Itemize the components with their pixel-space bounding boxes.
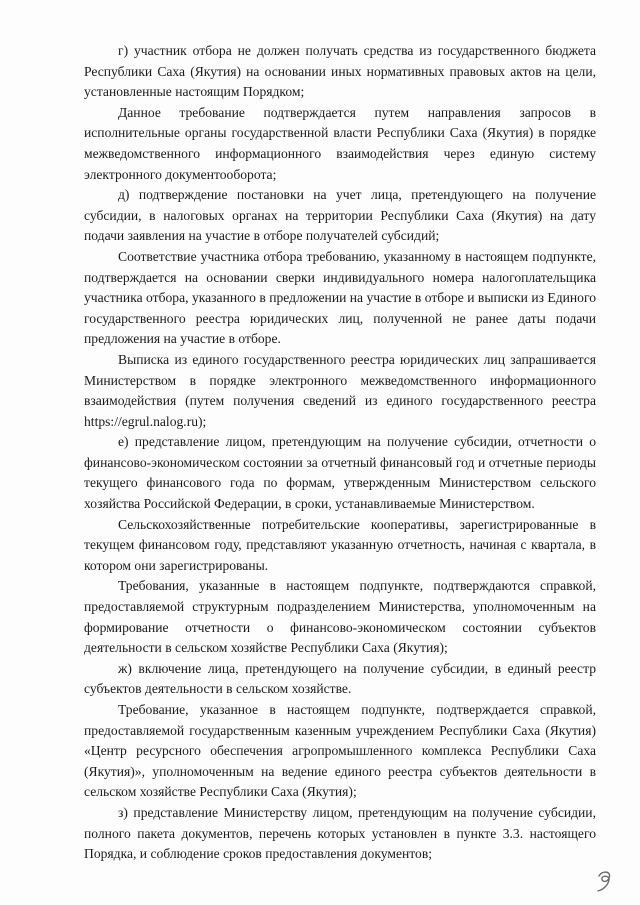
paragraph-g-confirmation: Данное требование подтверждается путем направления запросов в исполнительные органы государственной власти Республики Саха (Якутия) в порядке межведомственного информационного взаимодействия через единую систему электронного документооборота; [84, 104, 596, 182]
paragraph-e-confirmation: Требования, указанные в настоящем подпункте, подтверждаются справкой, предоставляемой структурным подразделением Министерства, уполномоченным на формирование отчетности о финансово-экономическом состоянии субъектов деятельности в сельском хозяйстве Республики Саха (Якутия); [84, 578, 596, 656]
paragraph-z: з) представление Министерству лицом, претендующим на получение субсидии, полного пакета документов, перечень которых установлен в пункте 3.3. настоящего Порядка, и соблюдение сроков предоставления документов; [84, 804, 596, 862]
paragraph-zh: ж) включение лица, претендующего на получение субсидии, в единый реестр субъектов деятельности в сельском хозяйстве. [84, 660, 596, 697]
paragraph-g: г) участник отбора не должен получать средства из государственного бюджета Республики Саха (Якутия) на основании иных нормативных правовых актов на цели, установленные настоящим Порядком; [84, 43, 596, 100]
paragraph-d: д) подтверждение постановки на учет лица, претендующего на получение субсидии, в налоговых органах на территории Республики Саха (Якутия) на дату подачи заявления на участие в отборе получателей субсидий; [84, 187, 596, 244]
handwritten-page-number [590, 866, 620, 896]
paragraph-d-confirmation: Соответствие участника отбора требованию, указанному в настоящем подпункте, подтверждается на основании сверки индивидуального номера налогоплательщика участника отбора, указанного в предложении на участие в отборе и выписки из Единого государственного реестра юридических лиц, полученной не ранее даты подачи предложения на участие в отборе. [84, 248, 596, 347]
document-body [84, 41, 596, 865]
paragraph-zh-confirmation: Требование, указанное в настоящем подпункте, подтверждается справкой, предоставляемой государственным казенным учреждением Республики Саха (Якутия) «Центр ресурсного обеспечения агропромышленного комплекса Республики Саха (Якутия)», уполномоченным на ведение единого реестра субъектов деятельности в сельском хозяйстве Республики Саха (Якутия); [84, 702, 596, 800]
paragraph-cooperatives: Сельскохозяйственные потребительские кооперативы, зарегистрированные в текущем финансовом году, представляют указанную отчетность, начиная с квартала, в котором они зарегистрированы. [84, 516, 596, 573]
paragraph-egrul-extract: Выписка из единого государственного реестра юридических лиц запрашивается Министерством в порядке электронного межведомственного информационного взаимодействия (путем получения сведений из единого государственного реестра https://egrul.nalog.ru); [84, 351, 596, 429]
paragraph-e: е) представление лицом, претендующим на получение субсидии, отчетности о финансово-экономическом состоянии за отчетный финансовый год и отчетные периоды текущего финансового года по формам, утвержденным Министерством сельского хозяйства Российской Федерации, в сроки, устанавливаемые Министерством. [84, 434, 596, 512]
